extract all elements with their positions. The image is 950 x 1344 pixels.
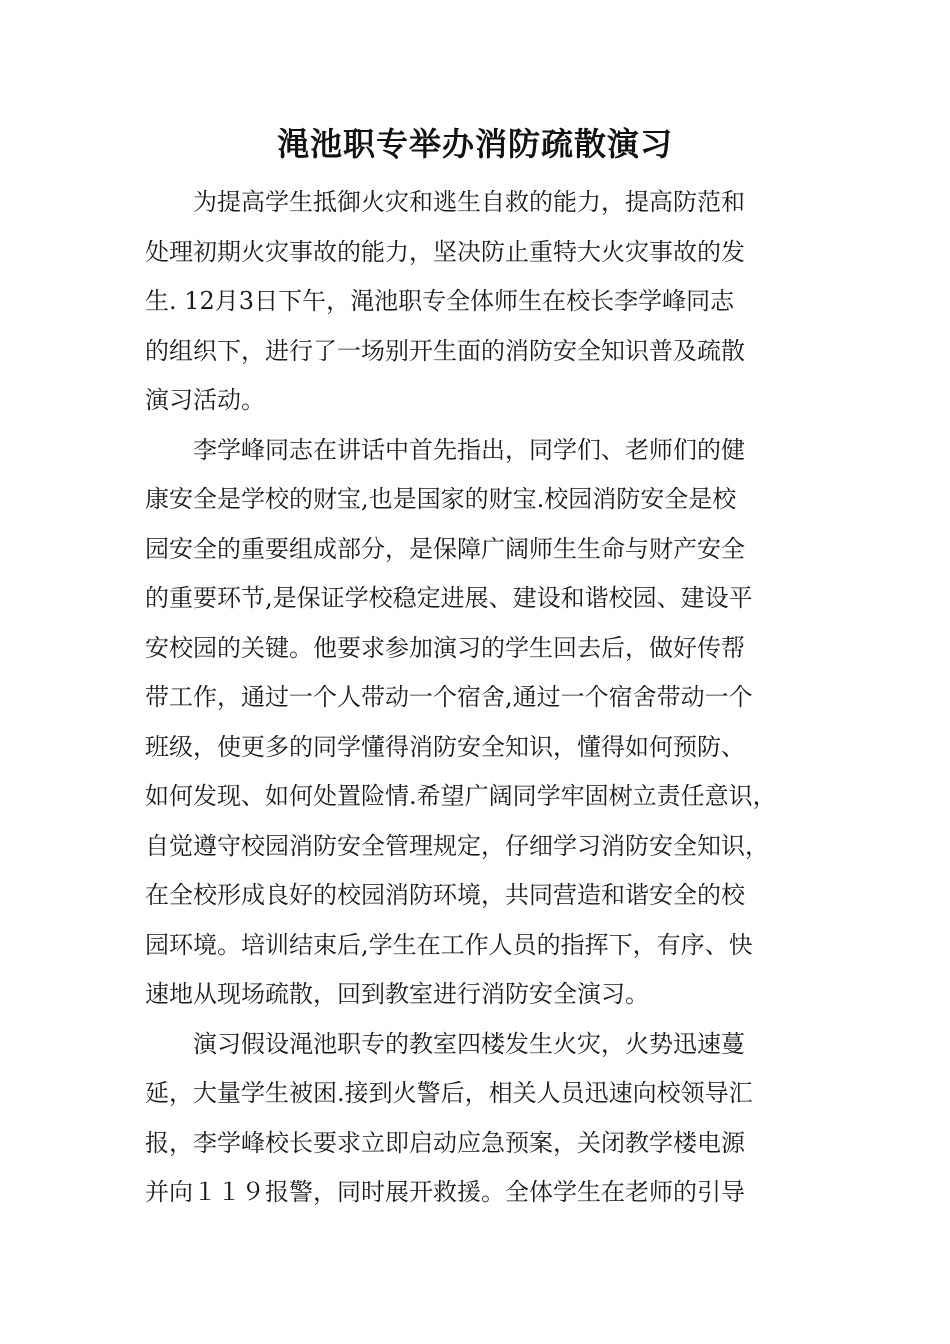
text-line: 为提高学生抵御火灾和逃生自救的能力，提高防范和 xyxy=(193,188,745,216)
text-line: 速地从现场疏散，回到教室进行消防安全演习。 xyxy=(145,980,649,1008)
text-line: 处理初期火灾事故的能力，坚决防止重特大火灾事故的发 xyxy=(145,237,745,266)
text-line: 在全校形成良好的校园消防环境，共同营造和谐安全的校 xyxy=(145,881,745,909)
text-line: 生. 12月3日下午，渑池职专全体师生在校长李学峰同志 xyxy=(145,287,735,315)
text-line: 的组织下，进行了一场别开生面的消防安全知识普及疏散 xyxy=(145,336,745,365)
text-line: 班级，使更多的同学懂得消防安全知识，懂得如何预防、 xyxy=(145,732,745,761)
document-title: 渑池职专举办消防疏散演习 xyxy=(276,125,673,163)
text-line: 演习活动。 xyxy=(145,386,265,414)
text-line: 带工作，通过一个人带动一个宿舍,通过一个宿舍带动一个 xyxy=(145,683,753,711)
text-line: 如何发现、如何处置险情.希望广阔同学牢固树立责任意识， xyxy=(145,782,777,810)
paragraph-3 xyxy=(145,1020,810,1218)
text-line: 安校园的关键。他要求参加演习的学生回去后，做好传帮 xyxy=(145,633,745,662)
text-line: 园安全的重要组成部分，是保障广阔师生生命与财产安全 xyxy=(145,534,745,563)
text-line: 报，李学峰校长要求立即启动应急预案，关闭教学楼电源 xyxy=(145,1128,745,1157)
document-body xyxy=(145,178,810,1218)
text-line: 延，大量学生被困.接到火警后，相关人员迅速向校领导汇 xyxy=(145,1079,753,1107)
text-line: 园环境。培训结束后,学生在工作人员的指挥下，有序、快 xyxy=(145,930,753,959)
text-line: 的重要环节,是保证学校稳定进展、建设和谐校园、建设平 xyxy=(145,584,753,612)
text-line: 自觉遵守校园消防安全管理规定，仔细学习消防安全知识， xyxy=(145,831,769,860)
text-line: 演习假设渑池职专的教室四楼发生火灾，火势迅速蔓 xyxy=(193,1029,745,1058)
paragraph-2 xyxy=(145,426,810,1020)
text-line: 康安全是学校的财宝,也是国家的财宝.校园消防安全是校 xyxy=(145,485,737,513)
text-line: 李学峰同志在讲话中首先指出，同学们、老师们的健 xyxy=(193,435,745,464)
text-line: 并向１１９报警，同时展开救援。全体学生在老师的引导 xyxy=(145,1178,745,1206)
paragraph-1 xyxy=(145,178,810,426)
